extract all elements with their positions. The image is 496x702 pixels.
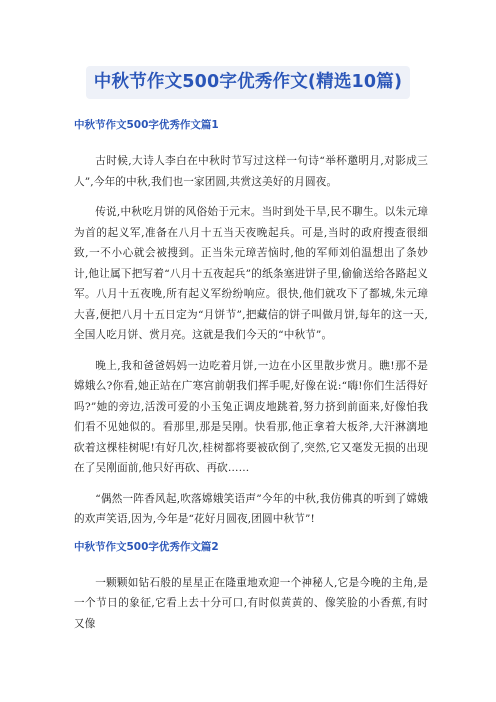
paragraph: 古时候,大诗人李白在中秋时节写过这样一句诗“举杯邀明月,对影成三人”,今年的中秋,我们也一家团圆,共赏这美好的月圆夜。 — [74, 155, 428, 188]
title-container — [0, 66, 496, 99]
paragraph: “偶然一阵香风起,吹落嫦娥笑语声”今年的中秋,我仿佛真的听到了嫦娥的欢声笑语,因为,今年是“花好月圆夜,团圆中秋节”! — [74, 492, 428, 525]
document-title: 中秋节作文500字优秀作文(精选10篇) — [86, 66, 410, 99]
paragraph: 晚上,我和爸爸妈妈一边吃着月饼,一边在小区里散步赏月。瞧!那不是嫦娥么?你看,她正站在广寒宫前朝我们挥手呢,好像在说:“嗨!你们生活得好吗?”她的旁边,活泼可爱的小玉兔正调皮地跳着,努力挤到前面来,好像怕我们看不见她似的。看那里,那是吴刚。快看那,他正拿着大板斧,大汗淋漓地砍着这棵桂树呢!有好几次,桂树都将要被砍倒了,突然,它又毫发无损的出现在了吴刚面前,他只好再砍、再砍…… — [74, 359, 428, 474]
document-body — [74, 118, 428, 644]
paragraph: 一颗颗如钻石般的星星正在隆重地欢迎一个神秘人,它是今晚的主角,是一个节日的象征,它看上去十分可口,有时似黄黄的、像笑脸的小香蕉,有时又像 — [74, 576, 428, 630]
paragraph: 传说,中秋吃月饼的风俗始于元末。当时到处干旱,民不聊生。以朱元璋为首的起义军,准备在八月十五当天夜晚起兵。可是,当时的政府搜查很细致,一不小心就会被搜到。正当朱元璋苦恼时,他的军师刘伯温想出了条妙计,他让属下把写着“八月十五夜起兵”的纸条塞进饼子里,偷偷送给各路起义军。八月十五夜晚,所有起义军纷纷响应。很快,他们就攻下了都城,朱元璋大喜,便把八月十五日定为“月饼节”,把藏信的饼子叫做月饼,每年的这一天,全国人吃月饼、赏月亮。这就是我们今天的“中秋节”。 — [74, 206, 428, 341]
section-heading-1: 中秋节作文500字优秀作文篇1 — [74, 119, 219, 131]
section-heading-2: 中秋节作文500字优秀作文篇2 — [74, 540, 219, 553]
